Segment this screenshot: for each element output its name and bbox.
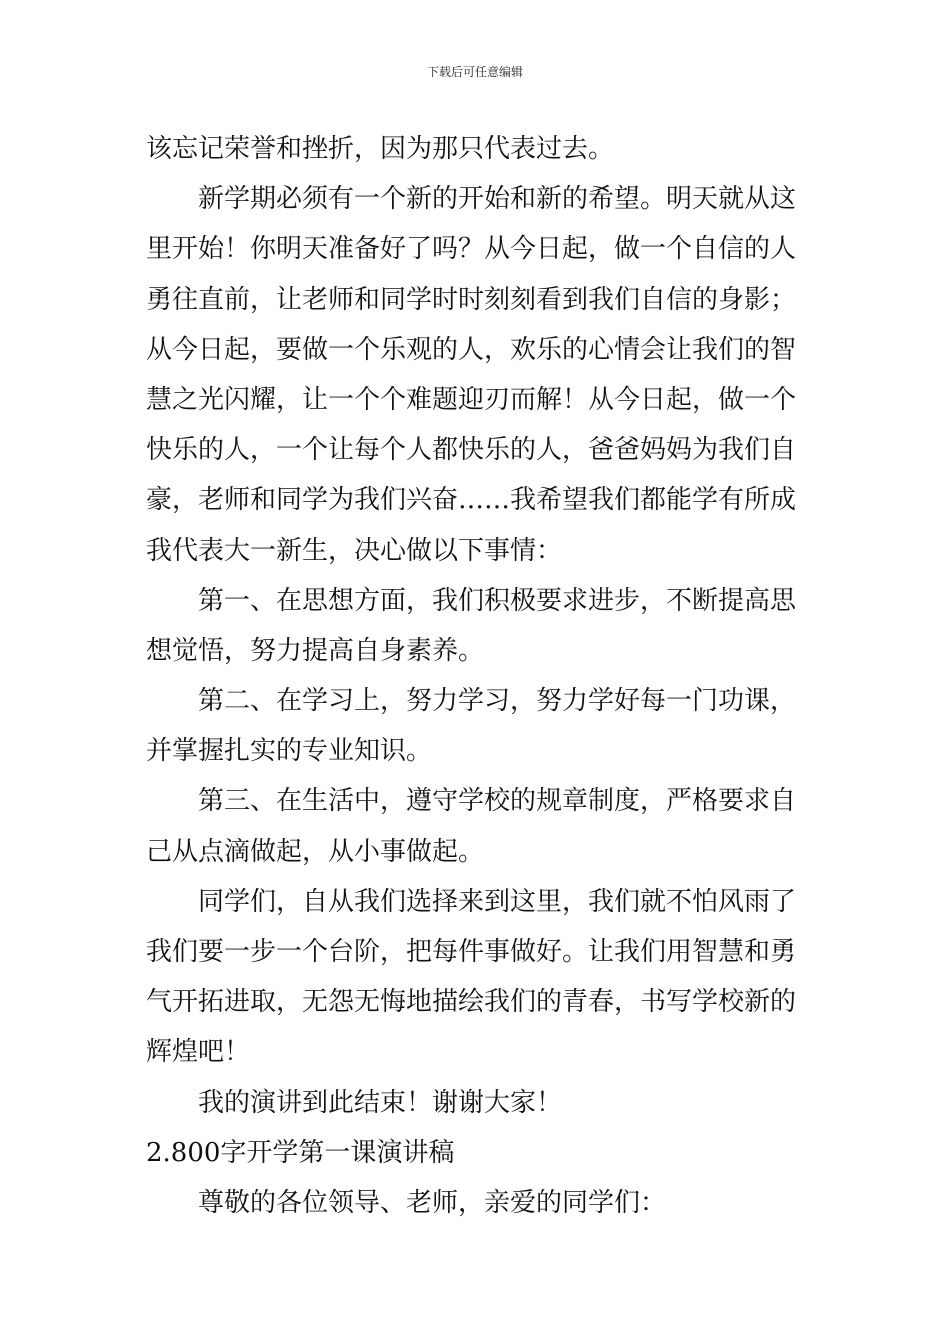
text-line: 第三、在生活中，遵守学校的规章制度，严格要求自	[198, 786, 797, 817]
text-line: 从今日起，要做一个乐观的人，欢乐的心情会让我们的智	[146, 334, 797, 365]
text-line: 快乐的人，一个让每个人都快乐的人，爸爸妈妈为我们自	[146, 435, 797, 466]
text-line: 我的演讲到此结束！谢谢大家！	[198, 1087, 563, 1118]
text-line: 第一、在思想方面，我们积极要求进步，不断提高思	[198, 585, 797, 616]
text-line: 我代表大一新生，决心做以下事情：	[146, 535, 563, 566]
text-line: 该忘记荣誉和挫折，因为那只代表过去。	[146, 134, 615, 164]
text-line: 尊敬的各位领导、老师，亲爱的同学们：	[198, 1187, 667, 1218]
text-line: 里开始！你明天准备好了吗？从今日起，做一个自信的人	[146, 234, 797, 265]
document-body	[146, 124, 806, 1228]
text-line: 第二、在学习上，努力学习，努力学好每一门功课，	[198, 686, 797, 717]
page-header: 下载后可任意编辑	[426, 65, 523, 79]
text-line: 并掌握扎实的专业知识。	[146, 736, 433, 767]
text-line: 我们要一步一个台阶，把每件事做好。让我们用智慧和勇	[146, 937, 797, 967]
text-line: 气开拓进取，无怨无悔地描绘我们的青春，书写学校新的	[146, 987, 797, 1018]
text-line: 同学们，自从我们选择来到这里，我们就不怕风雨了	[198, 886, 797, 917]
text-line: 豪，老师和同学为我们兴奋……我希望我们都能学有所成	[146, 485, 797, 516]
text-line: 新学期必须有一个新的开始和新的希望。明天就从这	[198, 184, 797, 215]
section-heading: 2.800字开学第一课演讲稿	[146, 1137, 455, 1168]
text-line: 慧之光闪耀，让一个个难题迎刃而解！从今日起，做一个	[146, 384, 797, 415]
text-line: 勇往直前，让老师和同学时时刻刻看到我们自信的身影；	[146, 284, 797, 315]
text-line: 己从点滴做起，从小事做起。	[146, 836, 485, 867]
text-line: 想觉悟，努力提高自身素养。	[146, 635, 485, 666]
text-line: 辉煌吧！	[146, 1037, 251, 1068]
